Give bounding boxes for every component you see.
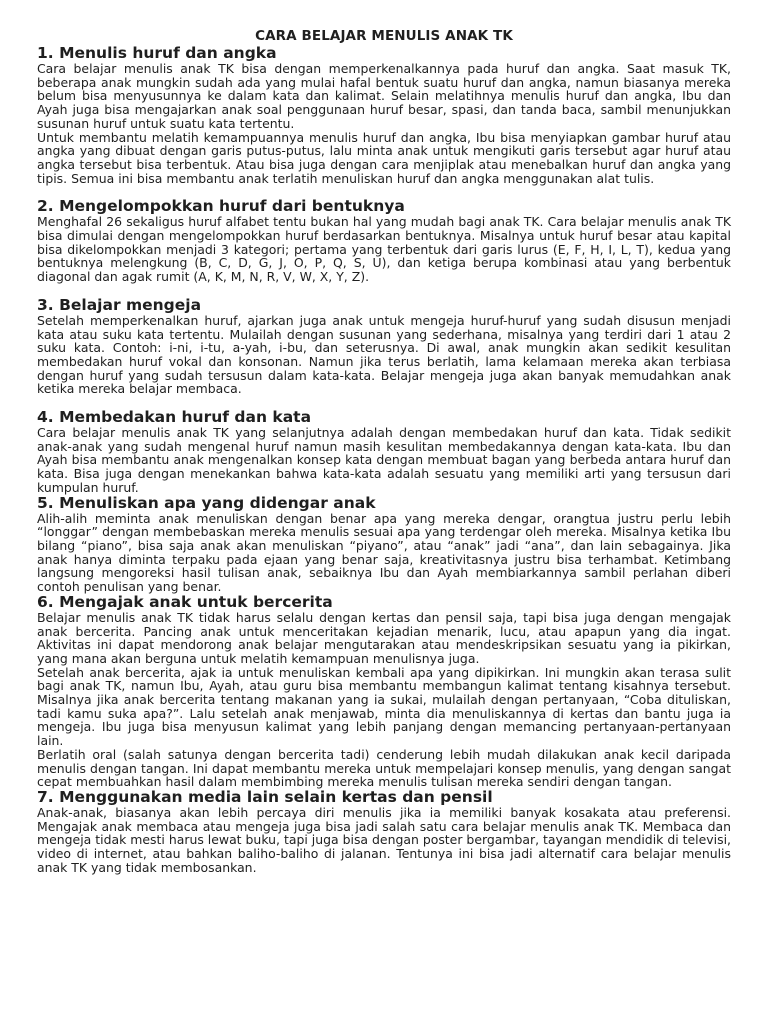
section-heading-6: 6. Mengajak anak untuk bercerita bbox=[37, 592, 333, 611]
section-1-paragraph-1: Cara belajar menulis anak TK bisa dengan memperkenalkannya pada huruf dan angka. Saat masuk TK, beberapa anak mungkin sudah ada yang mulai hafal bentuk suatu huruf dan angka, namun biasanya mereka belum bisa menyusunnya ke dalam kata dan kalimat. Selain melatihnya menulis huruf dan angka, Ibu dan Ayah juga bisa mengajarkan anak soal penggunaan huruf besar, spasi, dan tanda baca, sambil menunjukkan susunan huruf untuk suatu kata tertentu. bbox=[37, 61, 731, 131]
section-heading-2: 2. Mengelompokkan huruf dari bentuknya bbox=[37, 197, 405, 216]
section-heading-5: 5. Menuliskan apa yang didengar anak bbox=[37, 493, 376, 512]
section-heading-3: 3. Belajar mengeja bbox=[37, 295, 202, 314]
section-3-paragraph-1: Setelah memperkenalkan huruf, ajarkan juga anak untuk mengeja huruf-huruf yang sudah disusun menjadi kata atau suku kata tertentu. Mulailah dengan susunan yang sederhana, misalnya yang terdiri dari 1 atau 2 suku kata. Contoh: i-ni, i-tu, a-yah, i-bu, dan seterusnya. Di awal, anak mungkin akan sedikit kesulitan membedakan huruf vokal dan konsonan. Namun jika terus berlatih, lama kelamaan mereka akan terbiasa dengan huruf yang sudah tersusun dalam kata-kata. Belajar mengeja juga akan banyak memudahkan anak ketika mereka belajar membaca. bbox=[37, 312, 731, 397]
section-6-paragraph-1: Belajar menulis anak TK tidak harus selalu dengan kertas dan pensil saja, tapi bisa juga dengan mengajak anak bercerita. Pancing anak untuk menceritakan kejadian menarik, lucu, atau apapun yang dia ingat. Aktivitas ini dapat mendorong anak belajar mengutarakan atau mendeskripsikan sesuatu yang ia pikirkan, yang mana akan berguna untuk melatih kemampuan menulisnya juga. bbox=[37, 609, 731, 666]
section-2-paragraph-1: Menghafal 26 sekaligus huruf alfabet tentu bukan hal yang mudah bagi anak TK. Cara belajar menulis anak TK bisa dimulai dengan mengelompokkan huruf berdasarkan bentuknya. Misalnya untuk huruf besar atau kapital bisa dikelompokkan menjadi 3 kategori; pertama yang terbentuk dari garis lurus (E, F, H, I, L, T), kedua yang bentuknya melengkung (B, C, D, G, J, O, P, Q, S, U), dan ketiga berupa kombinasi atau yang berbentuk diagonal dan agak rumit (A, K, M, N, R, V, W, X, Y, Z). bbox=[37, 214, 731, 285]
section-6-paragraph-3: Berlatih oral (salah satunya dengan bercerita tadi) cenderung lebih mudah dilakukan anak kecil daripada menulis dengan tangan. Ini dapat membantu mereka untuk mempelajari konsep menulis, yang dengan sangat cepat membuahkan hasil dalam membimbing mereka menulis tulisan mereka sendiri dengan tangan. bbox=[37, 746, 731, 790]
document-title: CARA BELAJAR MENULIS ANAK TK bbox=[255, 28, 513, 44]
section-7-paragraph-1: Anak-anak, biasanya akan lebih percaya diri menulis jika ia memiliki banyak kosakata atau preferensi. Mengajak anak membaca atau mengeja juga bisa jadi salah satu cara belajar menulis anak TK. Membaca dan mengeja tidak mesti harus lewat buku, tapi juga bisa dengan poster bergambar, tayangan mendidik di televisi, video di internet, atau bahkan baliho-baliho di jalanan. Tentunya ini bisa jadi alternatif cara belajar menulis anak TK yang tidak membosankan. bbox=[37, 804, 731, 875]
document-page bbox=[37, 0, 731, 874]
section-6-paragraph-2: Setelah anak bercerita, ajak ia untuk menuliskan kembali apa yang dipikirkan. Ini mungkin akan terasa sulit bagi anak TK, namun Ibu, Ayah, atau guru bisa membantu membangun kalimat tentang kisahnya tersebut. Misalnya jika anak bercerita tentang makanan yang ia sukai, mulailah dengan pertanyaan, “Coba dituliskan, tadi kamu suka apa?”. Lalu setelah anak menjawab, minta dia menuliskannya di kertas dan bantu juga ia mengeja. Ibu juga bisa menyusun kalimat yang lebih panjang dengan memancing pertanyaan-pertanyaan lain. bbox=[37, 664, 731, 749]
section-4-paragraph-1: Cara belajar menulis anak TK yang selanjutnya adalah dengan membedakan huruf dan kata. Tidak sedikit anak-anak yang sudah mengenal huruf namun masih kesulitan membedakannya dengan kata-kata. Ibu dan Ayah bisa membantu anak mengenalkan konsep kata dengan membuat bagan yang berbeda antara huruf dan kata. Bisa juga dengan menekankan bahwa kata-kata adalah sesuatu yang memiliki arti yang tersusun dari kumpulan huruf. bbox=[37, 425, 731, 495]
section-heading-1: 1. Menulis huruf dan angka bbox=[37, 44, 277, 62]
section-heading-4: 4. Membedakan huruf dan kata bbox=[37, 408, 312, 427]
section-heading-7: 7. Menggunakan media lain selain kertas dan pensil bbox=[37, 787, 493, 806]
section-1-paragraph-2: Untuk membantu melatih kemampuannya menulis huruf dan angka, Ibu bisa menyiapkan gambar huruf atau angka yang dibuat dengan garis putus-putus, lalu minta anak untuk mengikuti garis tersebut agar huruf atau angka tersebut bisa terbentuk. Atau bisa juga dengan cara menjiplak atau menebalkan huruf dan angka yang tipis. Semua ini bisa membantu anak terlatih menuliskan huruf dan angka menggunakan alat tulis. bbox=[37, 129, 731, 186]
spacer bbox=[37, 284, 731, 297]
section-5-paragraph-1: Alih-alih meminta anak menuliskan dengan benar apa yang mereka dengar, orangtua justru perlu lebih “longgar” dengan membebaskan mereka menulis sesuai apa yang terdengar oleh mereka. Misalnya ketika Ibu bilang “piano”, bisa saja anak akan menuliskan “piyano”, atau “anak” jadi “ana”, dan lain sebagainya. Jika anak hanya diminta terpaku pada ejaan yang benar saja, kreativitasnya justru bisa terhambat. Ketimbang langsung mengoreksi hasil tulisan anak, sebaiknya Ibu dan Ayah membiarkannya sambil perlahan diberi contoh penulisan yang benar. bbox=[37, 510, 731, 595]
